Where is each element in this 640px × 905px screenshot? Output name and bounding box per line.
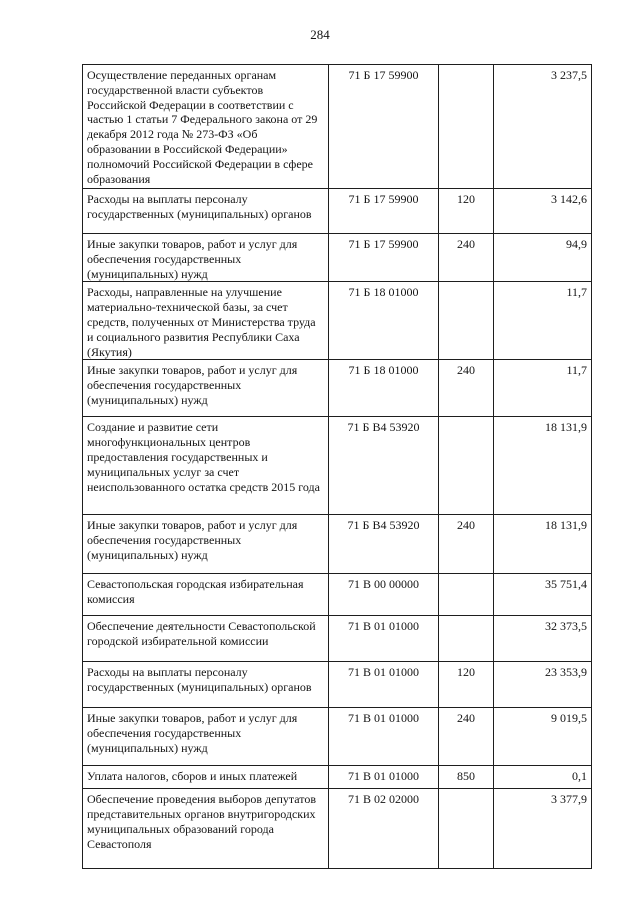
row-name: Расходы на выплаты персоналу государственных (муниципальных) органов — [83, 662, 329, 708]
row-name: Создание и развитие сети многофункциональных центров предоставления государственных и муниципальных услуг за счет неиспользованного остатка средств 2015 года — [83, 417, 329, 515]
row-expense-type — [439, 616, 494, 662]
row-code: 71 Б В4 53920 — [329, 417, 439, 515]
row-name: Уплата налогов, сборов и иных платежей — [83, 766, 329, 789]
table-row — [83, 189, 592, 234]
row-code: 71 Б 18 01000 — [329, 282, 439, 360]
row-sum: 18 131,9 — [494, 417, 592, 515]
row-name: Иные закупки товаров, работ и услуг для обеспечения государственных (муниципальных) нужд — [83, 234, 329, 282]
row-expense-type — [439, 574, 494, 616]
row-sum: 11,7 — [494, 282, 592, 360]
row-sum: 3 377,9 — [494, 789, 592, 869]
row-sum: 23 353,9 — [494, 662, 592, 708]
row-code: 71 В 01 01000 — [329, 662, 439, 708]
row-expense-type — [439, 789, 494, 869]
table-row — [83, 417, 592, 515]
row-code: 71 Б 18 01000 — [329, 360, 439, 417]
row-sum: 94,9 — [494, 234, 592, 282]
row-name: Расходы на выплаты персоналу государственных (муниципальных) органов — [83, 189, 329, 234]
row-sum: 9 019,5 — [494, 708, 592, 766]
row-sum: 32 373,5 — [494, 616, 592, 662]
row-expense-type: 240 — [439, 515, 494, 574]
page-number: 284 — [310, 27, 330, 42]
row-sum: 3 237,5 — [494, 65, 592, 189]
row-expense-type — [439, 282, 494, 360]
row-expense-type: 120 — [439, 189, 494, 234]
row-code: 71 В 00 00000 — [329, 574, 439, 616]
table-row — [83, 360, 592, 417]
row-sum: 11,7 — [494, 360, 592, 417]
row-code: 71 Б 17 59900 — [329, 65, 439, 189]
table-row — [83, 574, 592, 616]
table-row — [83, 515, 592, 574]
row-sum: 35 751,4 — [494, 574, 592, 616]
row-sum: 18 131,9 — [494, 515, 592, 574]
row-expense-type: 240 — [439, 234, 494, 282]
row-name: Обеспечение проведения выборов депутатов представительных органов внутригородских муниципальных образований города Севастополя — [83, 789, 329, 869]
row-code: 71 В 01 01000 — [329, 708, 439, 766]
row-name: Иные закупки товаров, работ и услуг для обеспечения государственных (муниципальных) нужд — [83, 708, 329, 766]
row-sum: 3 142,6 — [494, 189, 592, 234]
row-code: 71 В 01 01000 — [329, 766, 439, 789]
row-name: Расходы, направленные на улучшение материально-технической базы, за счет средств, полученных от Министерства труда и социального развития Республики Саха (Якутия) — [83, 282, 329, 360]
row-name: Иные закупки товаров, работ и услуг для обеспечения государственных (муниципальных) нужд — [83, 515, 329, 574]
row-code: 71 Б 17 59900 — [329, 189, 439, 234]
row-code: 71 В 02 02000 — [329, 789, 439, 869]
row-name: Обеспечение деятельности Севастопольской городской избирательной комиссии — [83, 616, 329, 662]
row-code: 71 Б В4 53920 — [329, 515, 439, 574]
table-row — [83, 65, 592, 189]
row-code: 71 Б 17 59900 — [329, 234, 439, 282]
table-row — [83, 789, 592, 869]
table-row — [83, 766, 592, 789]
row-expense-type — [439, 417, 494, 515]
row-expense-type: 120 — [439, 662, 494, 708]
row-name: Осуществление переданных органам государственной власти субъектов Российской Федерации в соответствии с частью 1 статьи 7 Федерального закона от 29 декабря 2012 года № 273-ФЗ «Об образовании в Российской Федерации» полномочий Российской Федерации в сфере образования — [83, 65, 329, 189]
table-row — [83, 282, 592, 360]
row-name: Иные закупки товаров, работ и услуг для обеспечения государственных (муниципальных) нужд — [83, 360, 329, 417]
table-row — [83, 616, 592, 662]
table-row — [83, 708, 592, 766]
table-row — [83, 662, 592, 708]
row-name: Севастопольская городская избирательная комиссия — [83, 574, 329, 616]
row-expense-type — [439, 65, 494, 189]
row-expense-type: 240 — [439, 708, 494, 766]
row-expense-type: 850 — [439, 766, 494, 789]
table-row — [83, 234, 592, 282]
row-expense-type: 240 — [439, 360, 494, 417]
budget-table — [82, 64, 592, 869]
row-code: 71 В 01 01000 — [329, 616, 439, 662]
row-sum: 0,1 — [494, 766, 592, 789]
